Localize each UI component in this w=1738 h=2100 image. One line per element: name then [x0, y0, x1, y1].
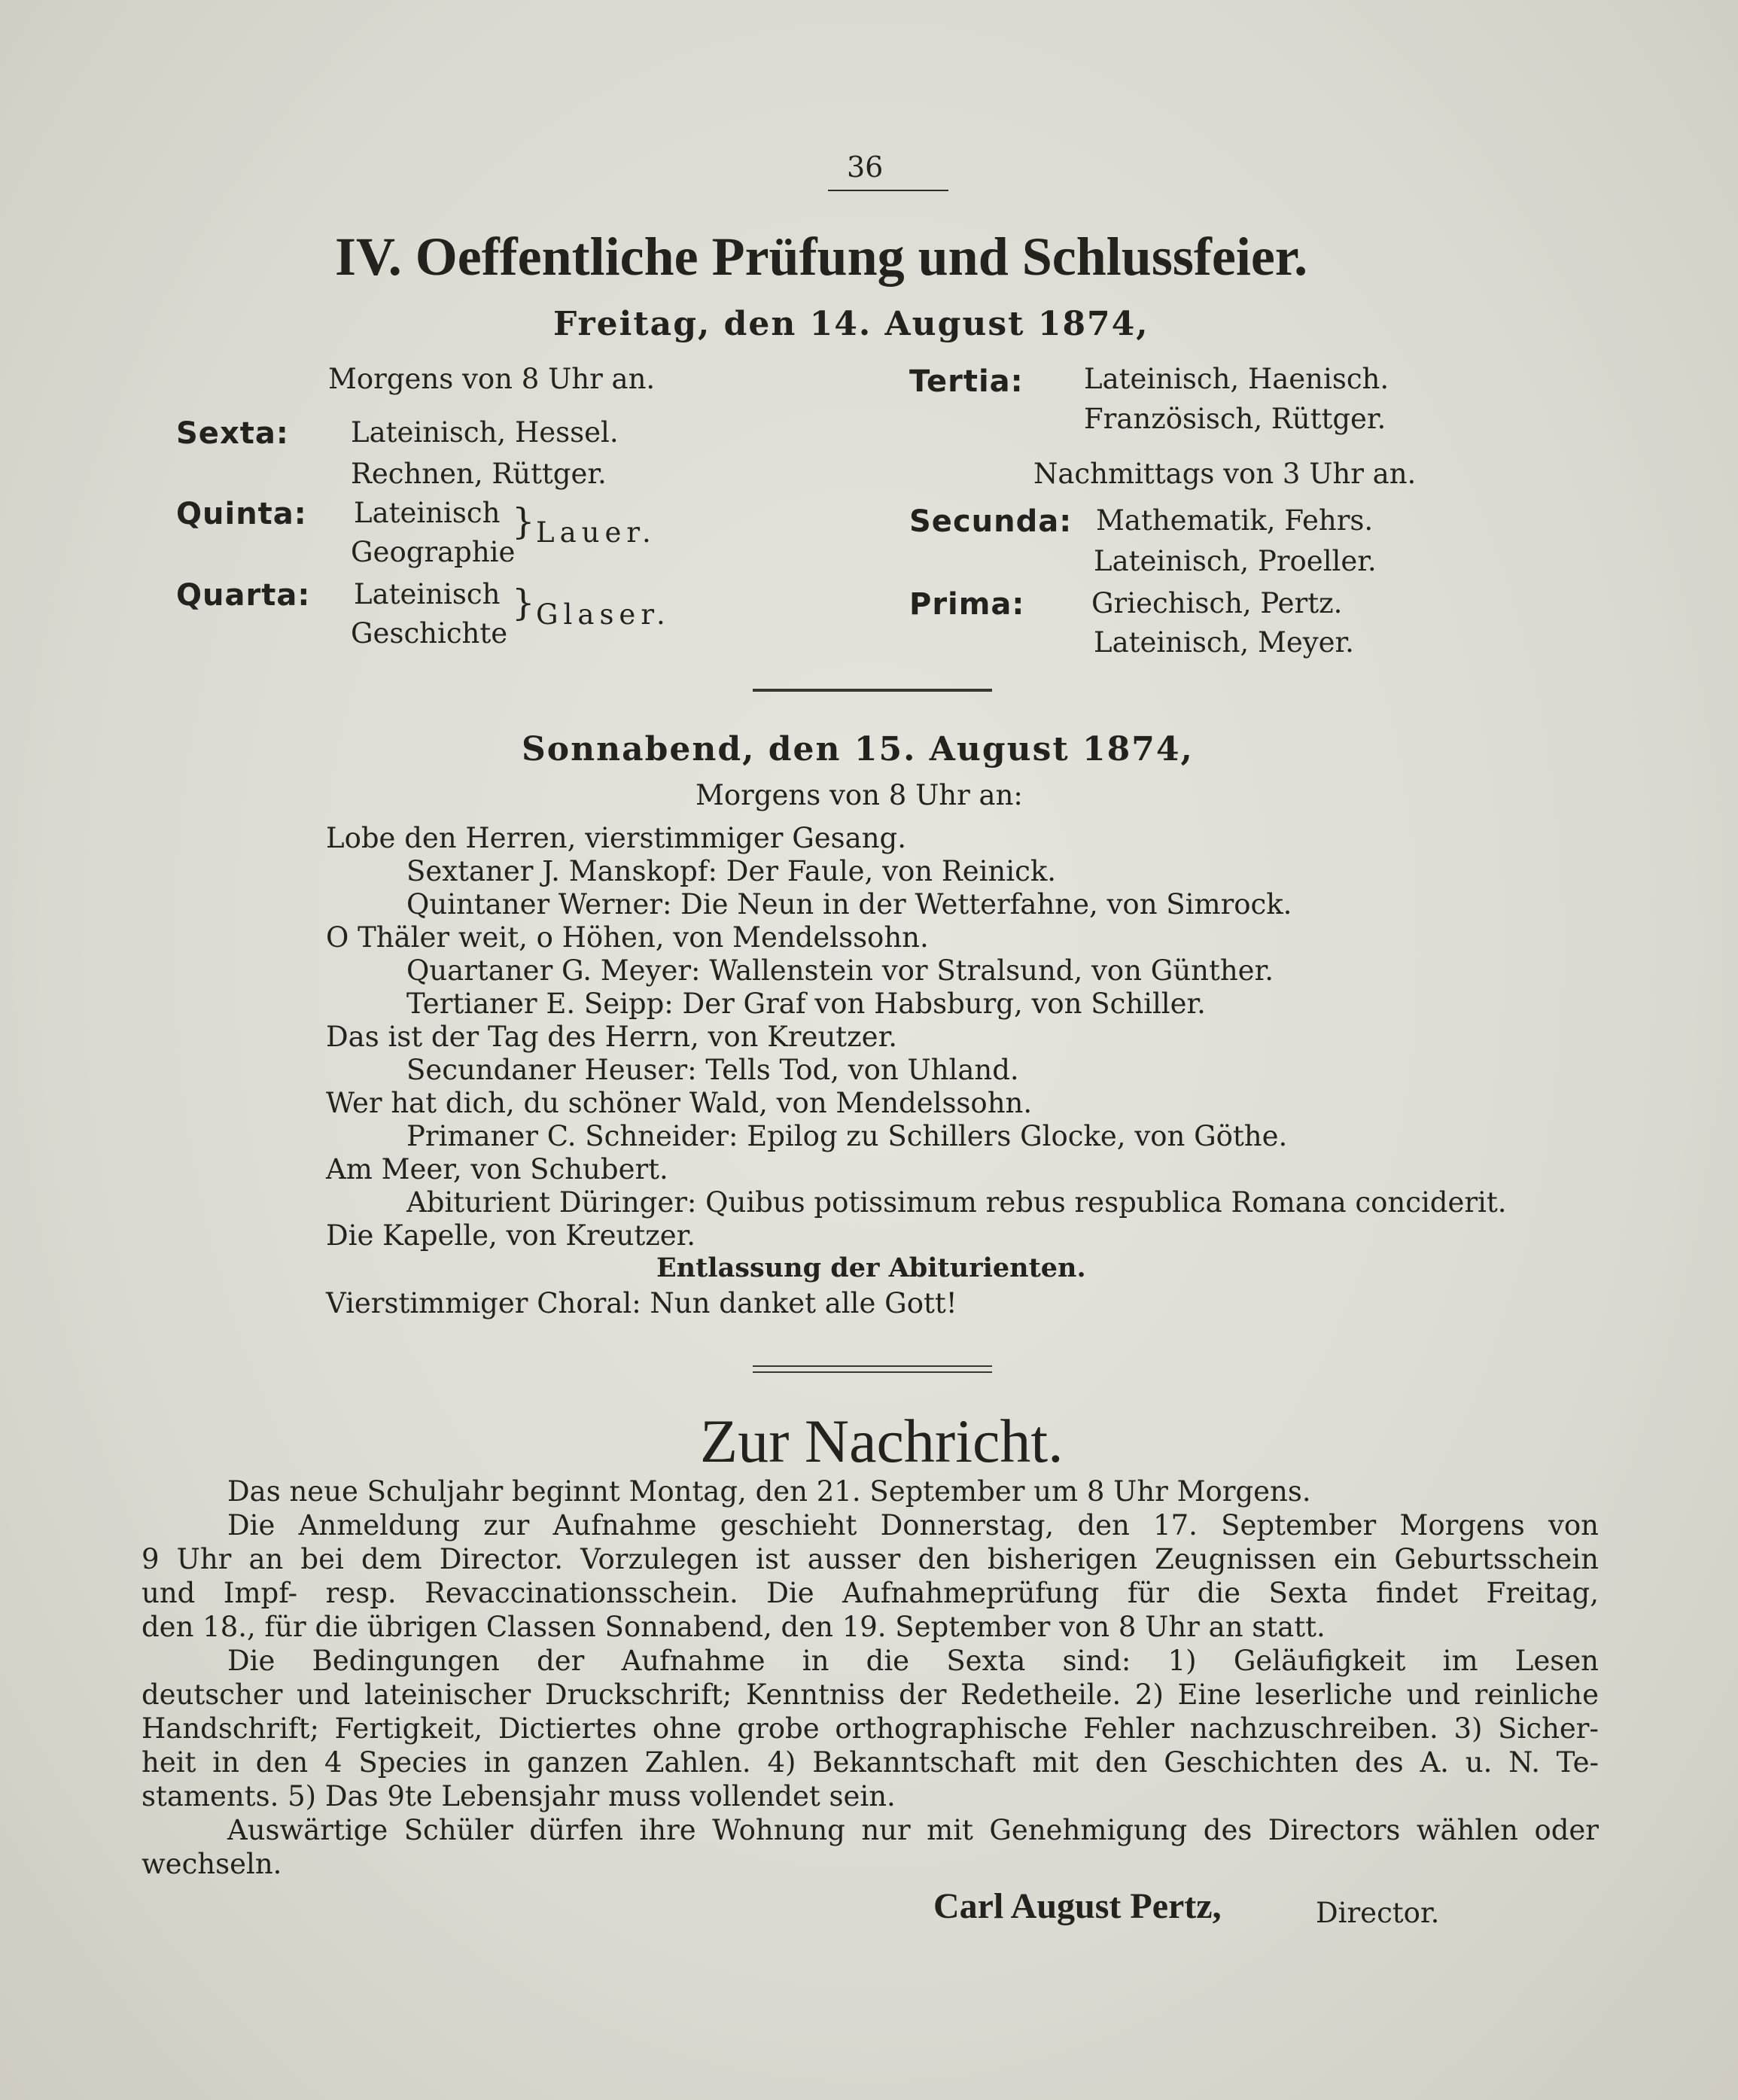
signature-name: Carl August Pertz,: [933, 1886, 1222, 1926]
tertia-line-2: Französisch, Rüttger.: [1084, 403, 1386, 435]
program-item: Quintaner Werner: Die Neun in der Wetterfahne, von Simrock.: [406, 888, 1292, 921]
quinta-teacher: Lauer.: [536, 516, 656, 549]
signature-title: Director.: [1316, 1897, 1440, 1929]
prima-line-1: Griechisch, Pertz.: [1091, 587, 1343, 619]
quinta-label: Quinta:: [176, 497, 307, 531]
prima-label: Prima:: [909, 587, 1025, 622]
program-item: Das ist der Tag des Herrn, von Kreutzer.: [326, 1021, 897, 1053]
program-item: Abiturient Düringer: Quibus potissimum rebus respublica Romana conciderit.: [406, 1186, 1507, 1219]
program-item: Tertianer E. Seipp: Der Graf von Habsburg, von Schiller.: [406, 988, 1206, 1020]
notice-line: Die Anmeldung zur Aufnahme geschieht Donnerstag, den 17. September Morgens von: [227, 1509, 1599, 1542]
secunda-line-2: Lateinisch, Proeller.: [1094, 545, 1377, 577]
notice-line: Handschrift; Fertigkeit, Dictiertes ohne grobe orthographische Fehler nachzuschreiben. 3) Sicher-: [142, 1712, 1599, 1745]
notice-heading: Zur Nachricht.: [700, 1407, 1064, 1475]
notice-line: wechseln.: [142, 1848, 282, 1880]
program-item: Primaner C. Schneider: Epilog zu Schillers Glocke, von Göthe.: [406, 1120, 1288, 1152]
notice-line: deutscher und lateinischer Druckschrift; Kenntniss der Redetheile. 2) Eine leserliche und reinliche: [142, 1678, 1599, 1711]
secunda-label: Secunda:: [909, 504, 1073, 539]
sexta-label: Sexta:: [176, 416, 289, 451]
sexta-line-2: Rechnen, Rüttger.: [351, 458, 607, 490]
program-item: Quartaner G. Meyer: Wallenstein vor Stralsund, von Günther.: [406, 954, 1274, 987]
program-item: Sextaner J. Manskopf: Der Faule, von Reinick.: [406, 855, 1056, 887]
double-divider-top: [753, 1365, 992, 1367]
notice-line: 9 Uhr an bei dem Director. Vorzulegen ist ausser den bisherigen Zeugnissen ein Geburtsschein: [142, 1543, 1599, 1575]
quinta-brace: }: [512, 501, 535, 543]
secunda-line-1: Mathematik, Fehrs.: [1096, 504, 1374, 537]
program-item: Am Meer, von Schubert.: [326, 1153, 668, 1185]
quinta-line-1: Lateinisch: [354, 497, 501, 529]
notice-line: und Impf- resp. Revaccinationsschein. Die Aufnahmeprüfung für die Sexta findet Freitag,: [142, 1577, 1599, 1609]
section-divider: [753, 689, 992, 692]
quarta-line-2: Geschichte: [351, 617, 508, 650]
quinta-line-2: Geographie: [351, 536, 516, 568]
day1-morning: Morgens von 8 Uhr an.: [328, 363, 656, 395]
page-number-rule: [828, 190, 948, 191]
program-item: Lobe den Herren, vierstimmiger Gesang.: [326, 822, 906, 854]
sexta-line-1: Lateinisch, Hessel.: [351, 416, 619, 449]
double-divider-bottom: [753, 1371, 992, 1373]
notice-line: den 18., für die übrigen Classen Sonnabend, den 19. September von 8 Uhr an statt.: [142, 1611, 1326, 1643]
program-item: Secundaner Heuser: Tells Tod, von Uhland.: [406, 1054, 1019, 1086]
notice-line: Auswärtige Schüler dürfen ihre Wohnung nur mit Genehmigung des Directors wählen oder: [227, 1814, 1599, 1846]
tertia-label: Tertia:: [909, 364, 1024, 399]
notice-line: staments. 5) Das 9te Lebensjahr muss vollendet sein.: [142, 1780, 896, 1812]
program-item: O Thäler weit, o Höhen, von Mendelssohn.: [326, 921, 929, 954]
program-item: Vierstimmiger Choral: Nun danket alle Gott!: [326, 1287, 957, 1319]
program-item: Wer hat dich, du schöner Wald, von Mendelssohn.: [326, 1087, 1033, 1119]
notice-line: heit in den 4 Species in ganzen Zahlen. 4) Bekanntschaft mit den Geschichten des A. u. N. Te-: [142, 1746, 1599, 1779]
section-title: IV. Oeffentliche Prüfung und Schlussfeier.: [335, 227, 1308, 287]
day1-heading: Freitag, den 14. August 1874,: [553, 305, 1149, 343]
quarta-line-1: Lateinisch: [354, 578, 501, 610]
day1-afternoon: Nachmittags von 3 Uhr an.: [1033, 458, 1417, 490]
program-item: Die Kapelle, von Kreutzer.: [326, 1219, 696, 1252]
program-item-dismissal: Entlassung der Abiturienten.: [656, 1252, 1086, 1283]
quarta-teacher: Glaser.: [536, 598, 671, 631]
quarta-label: Quarta:: [176, 578, 311, 613]
day2-morning: Morgens von 8 Uhr an:: [696, 779, 1023, 811]
day2-heading: Sonnabend, den 15. August 1874,: [522, 730, 1194, 768]
tertia-line-1: Lateinisch, Haenisch.: [1084, 363, 1389, 395]
notice-line: Das neue Schuljahr beginnt Montag, den 21. September um 8 Uhr Morgens.: [227, 1475, 1311, 1508]
notice-line: Die Bedingungen der Aufnahme in die Sexta sind: 1) Geläufigkeit im Lesen: [227, 1645, 1599, 1677]
quarta-brace: }: [512, 582, 535, 624]
page-number: 36: [847, 151, 884, 184]
prima-line-2: Lateinisch, Meyer.: [1094, 626, 1354, 659]
